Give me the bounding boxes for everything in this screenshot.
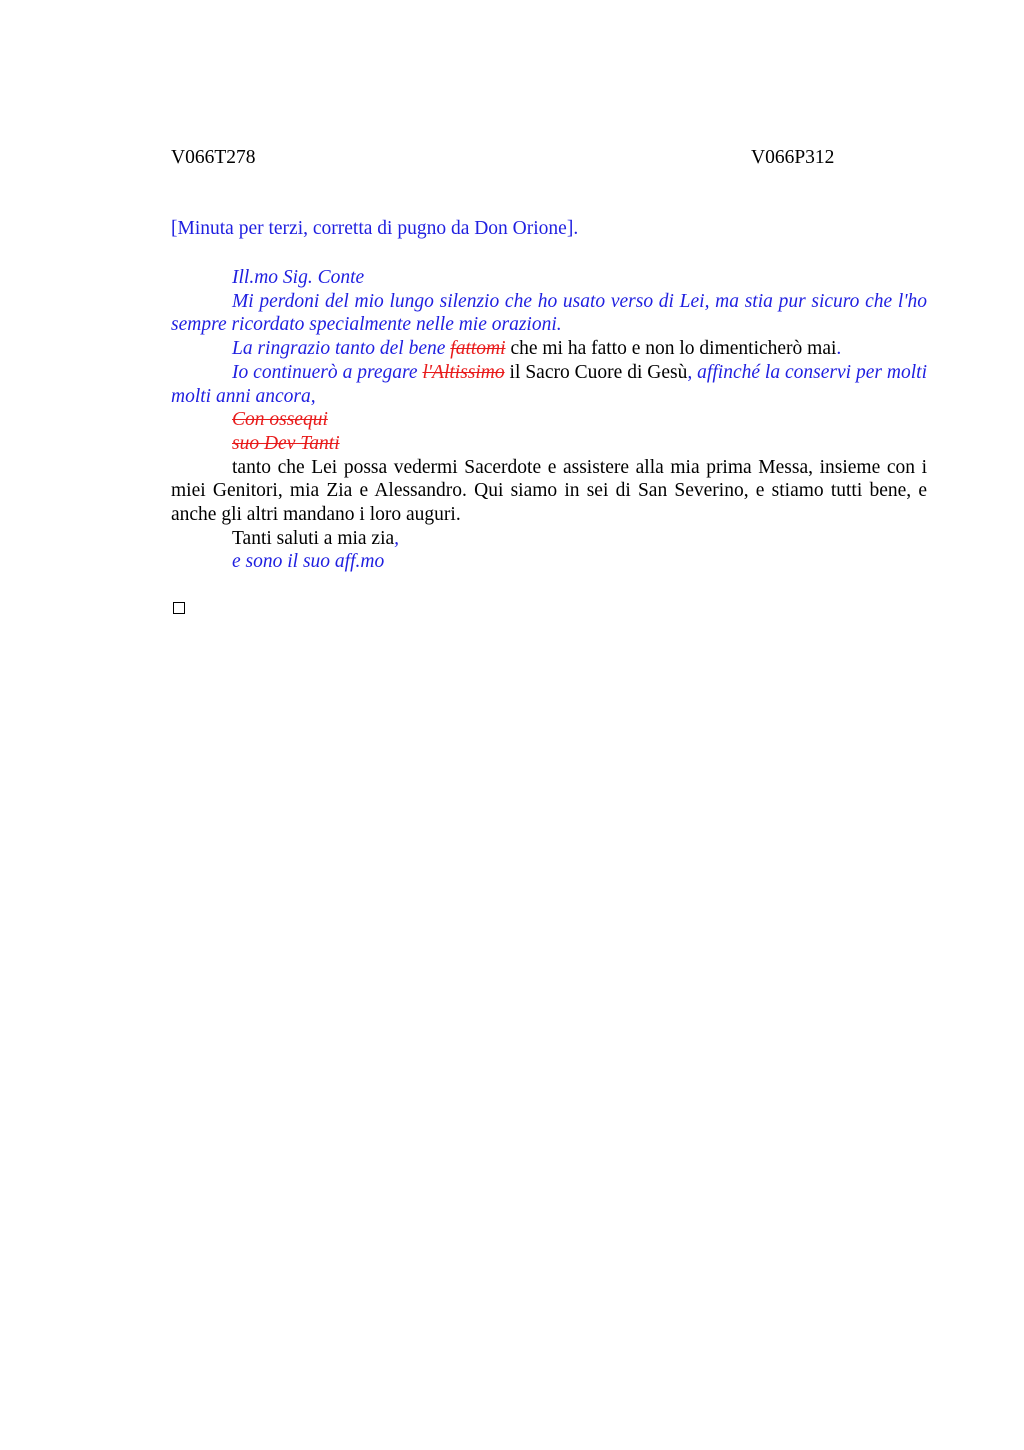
paragraph-2-deleted-word: fattomi: [450, 338, 506, 360]
deleted-closing-line-2: suo Dev Tanti: [232, 432, 340, 454]
paragraph-3-italic-continuation: , affinché la conservi per molti molti anni ancora,: [171, 361, 927, 407]
page-code-right: V066P312: [751, 147, 835, 168]
letter-paragraph-3: [171, 361, 927, 408]
letter-paragraph-2: [171, 337, 927, 361]
empty-square-icon: [173, 602, 185, 614]
paragraph-2-plain-text: che mi ha fatto e non lo dimenticherò mai: [505, 338, 837, 360]
paragraph-3-plain-text: il Sacro Cuore di Gesù: [504, 361, 688, 383]
letter-paragraph-1: Mi perdoni del mio lungo silenzio che ho usato verso di Lei, ma stia pur sicuro che l'ho sempre ricordato specialmente nelle mie orazioni.: [171, 290, 927, 336]
paragraph-3-italic-text: Io continuerò a pregare: [232, 361, 423, 383]
letter-closing: e sono il suo aff.mo: [232, 551, 385, 573]
paragraph-5-comma: ,: [394, 527, 400, 549]
letter-salutation: Ill.mo Sig. Conte: [232, 267, 365, 288]
document-page: [171, 0, 927, 1450]
paragraph-3-deleted-word: l'Altissimo: [422, 361, 505, 383]
letter-body: [171, 266, 927, 574]
letter-paragraph-5: [171, 527, 927, 551]
paragraph-2-italic-text: La ringrazio tanto del bene: [232, 338, 451, 360]
document-code-left: V066T278: [171, 147, 256, 168]
paragraph-5-plain-text: Tanti saluti a mia zia: [232, 527, 395, 549]
editorial-note: [Minuta per terzi, corretta di pugno da Don Orione].: [171, 218, 579, 239]
paragraph-2-period: .: [836, 338, 842, 360]
letter-paragraph-4: tanto che Lei possa vedermi Sacerdote e assistere alla mia prima Messa, insieme con i miei Genitori, mia Zia e Alessandro. Qui siamo in sei di San Severino, e stiamo tutti bene, e anche gli altri mandano i loro auguri.: [171, 456, 927, 526]
deleted-closing-line-1: Con ossequi: [232, 409, 328, 431]
